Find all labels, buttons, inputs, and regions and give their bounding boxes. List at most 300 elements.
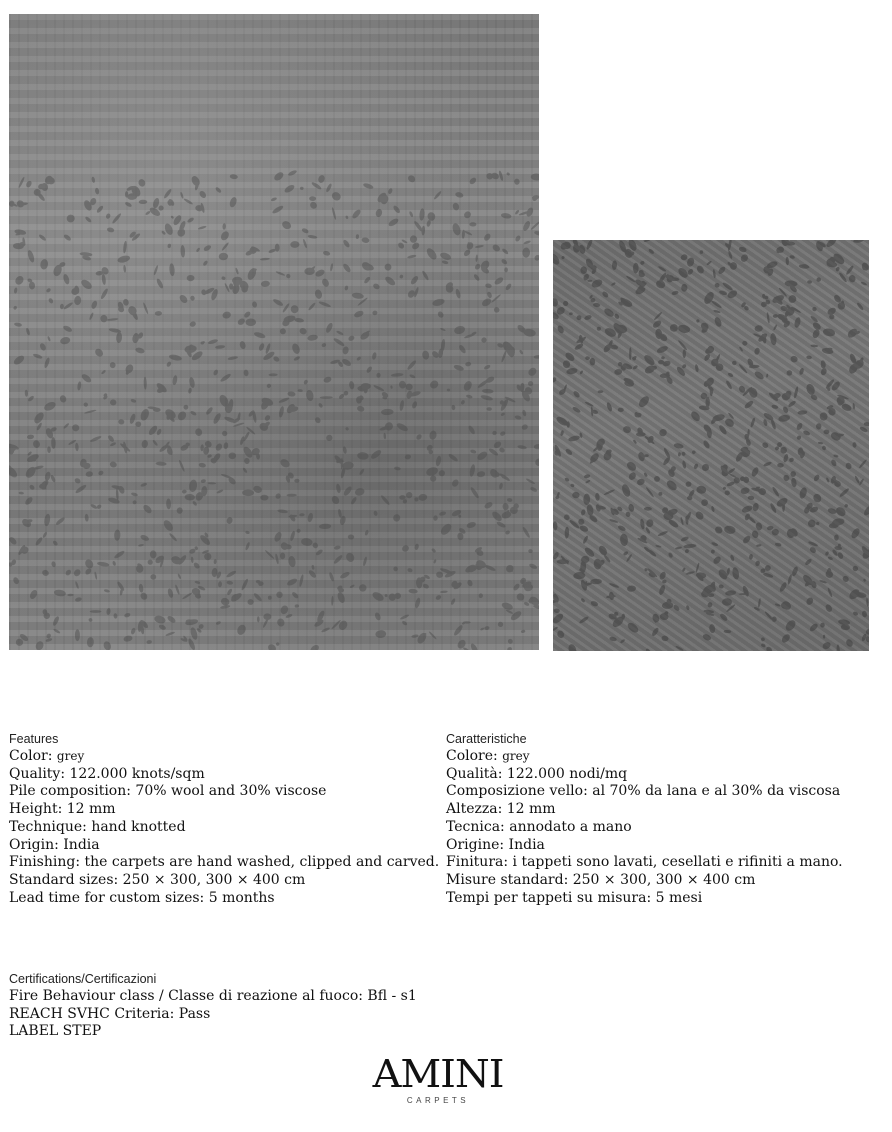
texture-motif bbox=[90, 610, 102, 613]
texture-motif bbox=[193, 562, 201, 570]
texture-motif bbox=[397, 241, 405, 249]
texture-motif bbox=[809, 622, 820, 632]
texture-motif bbox=[582, 535, 589, 544]
texture-motif bbox=[613, 313, 620, 320]
texture-motif bbox=[741, 504, 754, 514]
texture-motif bbox=[226, 588, 233, 596]
texture-motif bbox=[506, 609, 514, 614]
texture-motif bbox=[302, 239, 307, 249]
texture-motif bbox=[730, 262, 737, 270]
texture-motif bbox=[279, 604, 289, 615]
feature-finishing: Finishing: the carpets are hand washed, clipped and carved. bbox=[9, 854, 440, 871]
texture-motif bbox=[348, 534, 355, 539]
texture-motif bbox=[408, 588, 418, 594]
features-italian bbox=[446, 731, 886, 907]
texture-motif bbox=[132, 332, 140, 343]
texture-motif bbox=[376, 373, 381, 378]
texture-motif bbox=[467, 425, 476, 435]
texture-motif bbox=[754, 347, 761, 355]
logo-subtitle: CARPETS bbox=[406, 1096, 470, 1105]
texture-motif bbox=[372, 282, 380, 290]
texture-motif bbox=[627, 585, 636, 592]
texture-motif bbox=[198, 225, 207, 230]
texture-motif bbox=[738, 246, 747, 253]
texture-motif bbox=[493, 276, 504, 286]
texture-motif bbox=[504, 563, 515, 574]
texture-motif bbox=[618, 407, 624, 412]
texture-motif bbox=[325, 433, 334, 442]
texture-motif bbox=[771, 528, 779, 536]
texture-motif bbox=[75, 484, 88, 495]
texture-motif bbox=[593, 302, 601, 307]
texture-motif bbox=[406, 383, 413, 390]
texture-motif bbox=[572, 492, 579, 498]
texture-motif bbox=[566, 367, 578, 375]
texture-motif bbox=[640, 518, 646, 529]
feature-composizione: Composizione vello: al 70% da lana e al 30% da viscosa bbox=[446, 783, 841, 800]
texture-motif bbox=[633, 263, 639, 274]
texture-motif bbox=[314, 268, 325, 278]
texture-motif bbox=[675, 645, 684, 651]
texture-motif bbox=[237, 317, 247, 326]
texture-motif bbox=[275, 642, 280, 647]
texture-motif bbox=[314, 289, 323, 300]
texture-motif bbox=[84, 409, 97, 414]
texture-motif bbox=[502, 503, 509, 511]
texture-motif bbox=[328, 572, 334, 582]
texture-motif bbox=[139, 591, 148, 601]
texture-motif bbox=[279, 327, 287, 335]
texture-motif bbox=[763, 572, 774, 579]
texture-motif bbox=[455, 191, 464, 198]
texture-motif bbox=[483, 364, 491, 371]
texture-motif bbox=[381, 409, 394, 416]
texture-motif bbox=[152, 439, 158, 446]
texture-motif bbox=[325, 183, 332, 193]
texture-motif bbox=[672, 604, 680, 612]
texture-motif bbox=[561, 256, 565, 260]
texture-motif bbox=[453, 364, 464, 372]
texture-motif bbox=[435, 455, 442, 466]
texture-motif bbox=[807, 280, 812, 284]
texture-motif bbox=[245, 530, 250, 534]
texture-motif bbox=[753, 370, 765, 381]
texture-motif bbox=[169, 532, 178, 542]
texture-motif bbox=[809, 546, 817, 554]
texture-motif bbox=[14, 274, 26, 286]
texture-motif bbox=[611, 282, 616, 286]
texture-motif bbox=[682, 567, 686, 572]
texture-motif bbox=[27, 395, 35, 402]
texture-motif bbox=[643, 353, 657, 367]
texture-motif bbox=[680, 536, 689, 543]
texture-motif bbox=[637, 451, 646, 462]
texture-motif bbox=[784, 618, 798, 632]
texture-motif bbox=[486, 407, 492, 411]
rug-detail-image bbox=[553, 240, 869, 651]
texture-motif bbox=[169, 263, 175, 276]
texture-motif bbox=[342, 239, 351, 249]
texture-motif bbox=[311, 565, 315, 570]
texture-motif bbox=[484, 564, 496, 572]
texture-motif bbox=[719, 584, 724, 588]
texture-motif bbox=[719, 290, 728, 296]
texture-motif bbox=[102, 640, 112, 650]
features-heading: Features bbox=[9, 732, 59, 746]
texture-motif bbox=[584, 314, 593, 321]
texture-motif bbox=[345, 427, 350, 432]
texture-motif bbox=[214, 442, 223, 452]
texture-motif bbox=[484, 626, 490, 631]
texture-motif bbox=[194, 427, 203, 436]
texture-motif bbox=[684, 548, 690, 554]
texture-motif bbox=[107, 318, 119, 321]
texture-motif bbox=[644, 568, 648, 572]
texture-motif bbox=[586, 240, 594, 250]
texture-motif bbox=[90, 503, 98, 509]
texture-motif bbox=[702, 633, 712, 642]
texture-motif bbox=[38, 234, 47, 242]
texture-motif bbox=[773, 314, 779, 318]
texture-motif bbox=[409, 235, 417, 244]
texture-motif bbox=[18, 176, 26, 188]
texture-motif bbox=[473, 273, 481, 281]
texture-motif bbox=[766, 374, 769, 378]
texture-motif bbox=[12, 576, 20, 585]
texture-motif bbox=[564, 477, 570, 482]
texture-motif bbox=[285, 613, 293, 618]
texture-motif bbox=[372, 310, 378, 315]
texture-motif bbox=[685, 481, 691, 487]
feature-altezza: Altezza: 12 mm bbox=[446, 801, 556, 818]
texture-motif bbox=[364, 529, 369, 536]
texture-motif bbox=[356, 234, 360, 239]
texture-motif bbox=[106, 227, 114, 233]
texture-motif bbox=[123, 635, 133, 643]
texture-motif bbox=[590, 579, 602, 585]
texture-motif bbox=[429, 430, 438, 441]
texture-motif bbox=[268, 373, 277, 376]
texture-motif bbox=[562, 300, 569, 307]
texture-motif bbox=[482, 389, 494, 394]
texture-motif bbox=[625, 511, 631, 518]
texture-motif bbox=[374, 612, 382, 622]
texture-motif bbox=[848, 274, 857, 283]
texture-motif bbox=[146, 640, 152, 645]
cert-label-step: LABEL STEP bbox=[9, 1023, 102, 1040]
texture-motif bbox=[290, 304, 300, 314]
texture-motif bbox=[279, 541, 289, 551]
texture-motif bbox=[825, 240, 838, 249]
texture-motif bbox=[578, 244, 587, 255]
cert-fire: Fire Behaviour class / Classe di reazione al fuoco: Bfl - s1 bbox=[9, 988, 417, 1004]
feature-origine: Origine: India bbox=[446, 836, 545, 853]
texture-motif bbox=[283, 184, 295, 195]
texture-motif bbox=[701, 499, 708, 506]
texture-motif bbox=[742, 340, 749, 346]
texture-motif bbox=[178, 459, 185, 472]
texture-motif bbox=[694, 364, 699, 372]
texture-motif bbox=[53, 628, 61, 634]
texture-motif bbox=[63, 233, 72, 241]
texture-motif bbox=[626, 554, 633, 563]
texture-motif bbox=[344, 285, 349, 291]
texture-motif bbox=[793, 317, 801, 329]
texture-motif bbox=[560, 430, 565, 436]
texture-motif bbox=[782, 406, 789, 414]
texture-motif bbox=[14, 287, 18, 294]
texture-motif bbox=[29, 484, 36, 491]
texture-motif bbox=[112, 561, 116, 567]
texture-motif bbox=[852, 403, 855, 410]
texture-motif bbox=[421, 270, 429, 281]
texture-motif bbox=[675, 546, 682, 550]
texture-motif bbox=[226, 580, 233, 585]
texture-motif bbox=[862, 504, 869, 517]
texture-motif bbox=[264, 414, 272, 422]
texture-motif bbox=[416, 631, 428, 645]
texture-motif bbox=[554, 609, 560, 614]
texture-motif bbox=[574, 342, 584, 351]
certifications-heading: Certifications/Certificazioni bbox=[9, 972, 157, 986]
texture-motif bbox=[490, 172, 500, 181]
texture-motif bbox=[557, 559, 569, 564]
texture-motif bbox=[435, 594, 442, 600]
texture-motif bbox=[325, 322, 334, 334]
texture-motif bbox=[711, 506, 715, 513]
texture-motif bbox=[414, 497, 419, 502]
texture-motif bbox=[145, 210, 151, 215]
texture-motif bbox=[766, 312, 770, 324]
texture-motif bbox=[389, 593, 396, 601]
texture-motif bbox=[226, 516, 234, 525]
texture-motif bbox=[236, 623, 248, 636]
texture-motif bbox=[59, 336, 71, 345]
texture-motif bbox=[203, 244, 212, 252]
texture-motif bbox=[852, 442, 857, 448]
texture-motif bbox=[706, 260, 712, 266]
texture-motif bbox=[274, 492, 281, 500]
texture-motif bbox=[564, 527, 569, 539]
texture-motif bbox=[568, 435, 581, 443]
texture-motif bbox=[852, 565, 858, 571]
texture-motif bbox=[219, 373, 231, 383]
texture-motif bbox=[521, 629, 526, 633]
texture-motif bbox=[399, 400, 405, 411]
texture-motif bbox=[830, 431, 843, 442]
texture-motif bbox=[358, 583, 368, 593]
texture-motif bbox=[530, 221, 539, 231]
texture-motif bbox=[141, 439, 149, 448]
texture-motif bbox=[301, 537, 313, 546]
feature-pile: Pile composition: 70% wool and 30% viscose bbox=[9, 783, 327, 800]
texture-motif bbox=[192, 500, 198, 506]
texture-motif bbox=[296, 528, 302, 534]
texture-motif bbox=[572, 406, 581, 414]
texture-motif bbox=[79, 252, 92, 257]
texture-motif bbox=[170, 215, 174, 219]
texture-motif bbox=[783, 454, 789, 463]
texture-motif bbox=[497, 621, 504, 628]
texture-motif bbox=[298, 574, 304, 587]
texture-motif bbox=[373, 510, 378, 516]
texture-motif bbox=[585, 356, 590, 360]
texture-motif bbox=[788, 295, 796, 303]
texture-motif bbox=[371, 590, 385, 602]
texture-motif bbox=[213, 559, 217, 564]
texture-motif bbox=[689, 410, 701, 423]
texture-motif bbox=[27, 451, 32, 456]
texture-motif bbox=[606, 595, 616, 599]
texture-motif bbox=[158, 624, 167, 631]
texture-motif bbox=[373, 384, 385, 392]
texture-motif bbox=[24, 496, 34, 506]
texture-motif bbox=[834, 534, 839, 540]
texture-motif bbox=[499, 483, 504, 490]
texture-motif bbox=[681, 451, 686, 456]
texture-motif bbox=[655, 279, 667, 290]
feature-misure: Misure standard: 250 × 300, 300 × 400 cm bbox=[446, 871, 756, 888]
texture-motif bbox=[760, 643, 766, 648]
texture-motif bbox=[751, 530, 759, 539]
texture-motif bbox=[553, 551, 560, 560]
texture-motif bbox=[354, 487, 365, 497]
texture-motif bbox=[221, 473, 233, 479]
texture-motif bbox=[451, 222, 462, 236]
texture-motif bbox=[771, 486, 780, 497]
texture-motif bbox=[586, 504, 594, 516]
texture-motif bbox=[409, 374, 416, 379]
texture-motif bbox=[380, 494, 390, 505]
texture-motif bbox=[257, 616, 260, 622]
texture-motif bbox=[54, 589, 67, 597]
texture-motif bbox=[330, 495, 341, 506]
texture-motif bbox=[501, 248, 509, 255]
texture-motif bbox=[468, 176, 477, 185]
texture-motif bbox=[677, 324, 691, 334]
texture-motif bbox=[371, 352, 377, 360]
texture-motif bbox=[188, 479, 197, 492]
texture-motif bbox=[791, 477, 798, 487]
texture-motif bbox=[422, 350, 430, 360]
texture-motif bbox=[717, 265, 727, 275]
texture-motif bbox=[784, 280, 797, 287]
texture-motif bbox=[522, 220, 532, 232]
texture-motif bbox=[258, 343, 265, 352]
texture-motif bbox=[703, 353, 711, 362]
texture-motif bbox=[62, 273, 70, 285]
rug-main-image bbox=[9, 14, 539, 650]
texture-motif bbox=[512, 583, 520, 592]
texture-motif bbox=[418, 493, 428, 501]
texture-motif bbox=[514, 209, 519, 215]
texture-motif bbox=[636, 478, 646, 487]
texture-motif bbox=[728, 412, 735, 419]
texture-motif bbox=[288, 555, 297, 567]
texture-motif bbox=[291, 342, 301, 355]
texture-motif bbox=[216, 489, 224, 494]
texture-motif bbox=[52, 540, 58, 547]
texture-motif bbox=[498, 447, 505, 454]
texture-motif bbox=[802, 430, 810, 437]
texture-motif bbox=[271, 204, 284, 214]
texture-motif bbox=[178, 294, 189, 305]
texture-motif bbox=[462, 230, 466, 239]
texture-motif bbox=[242, 467, 248, 473]
texture-motif bbox=[27, 434, 34, 439]
texture-motif bbox=[708, 624, 715, 634]
texture-motif bbox=[156, 461, 167, 466]
feature-leadtime: Lead time for custom sizes: 5 months bbox=[9, 889, 275, 906]
texture-motif bbox=[334, 545, 341, 550]
texture-motif bbox=[774, 603, 780, 607]
feature-origin: Origin: India bbox=[9, 836, 100, 853]
texture-motif bbox=[174, 584, 180, 595]
texture-motif bbox=[276, 618, 285, 628]
texture-motif bbox=[124, 201, 132, 208]
texture-motif bbox=[331, 207, 336, 220]
texture-motif bbox=[295, 604, 300, 608]
texture-motif bbox=[469, 642, 479, 650]
texture-motif bbox=[68, 439, 77, 446]
texture-motif bbox=[114, 529, 121, 541]
texture-motif bbox=[769, 502, 777, 513]
texture-motif bbox=[241, 578, 250, 591]
texture-motif bbox=[63, 302, 74, 311]
texture-motif bbox=[111, 212, 122, 224]
texture-motif bbox=[51, 437, 56, 449]
texture-motif bbox=[36, 422, 43, 431]
texture-motif bbox=[837, 551, 844, 559]
texture-motif bbox=[223, 442, 229, 449]
texture-motif bbox=[827, 556, 833, 561]
texture-motif bbox=[59, 394, 68, 403]
texture-motif bbox=[813, 474, 821, 483]
texture-motif bbox=[150, 550, 157, 558]
texture-motif bbox=[730, 554, 735, 561]
texture-motif bbox=[113, 613, 117, 619]
texture-motif bbox=[493, 306, 501, 314]
texture-motif bbox=[42, 531, 48, 538]
texture-motif bbox=[726, 289, 738, 300]
texture-motif bbox=[860, 281, 867, 286]
texture-motif bbox=[184, 494, 195, 501]
texture-motif bbox=[699, 250, 703, 254]
texture-motif bbox=[300, 187, 304, 190]
texture-motif bbox=[491, 430, 497, 436]
texture-motif bbox=[205, 406, 214, 415]
texture-motif bbox=[853, 240, 864, 243]
texture-motif bbox=[18, 491, 24, 494]
texture-motif bbox=[609, 636, 617, 642]
texture-motif bbox=[212, 412, 222, 425]
texture-motif bbox=[866, 598, 869, 607]
texture-motif bbox=[32, 439, 41, 449]
texture-motif bbox=[823, 635, 825, 639]
texture-motif bbox=[683, 349, 686, 358]
texture-motif bbox=[696, 572, 707, 579]
texture-motif bbox=[243, 310, 251, 318]
feature-qualita: Qualità: 122.000 nodi/mq bbox=[446, 765, 628, 782]
texture-motif bbox=[580, 509, 586, 516]
texture-motif bbox=[393, 566, 399, 572]
texture-motif bbox=[404, 454, 411, 460]
texture-motif bbox=[579, 370, 583, 375]
texture-motif bbox=[722, 486, 726, 490]
texture-motif bbox=[491, 294, 502, 304]
texture-motif bbox=[584, 474, 591, 479]
texture-motif bbox=[305, 389, 314, 401]
